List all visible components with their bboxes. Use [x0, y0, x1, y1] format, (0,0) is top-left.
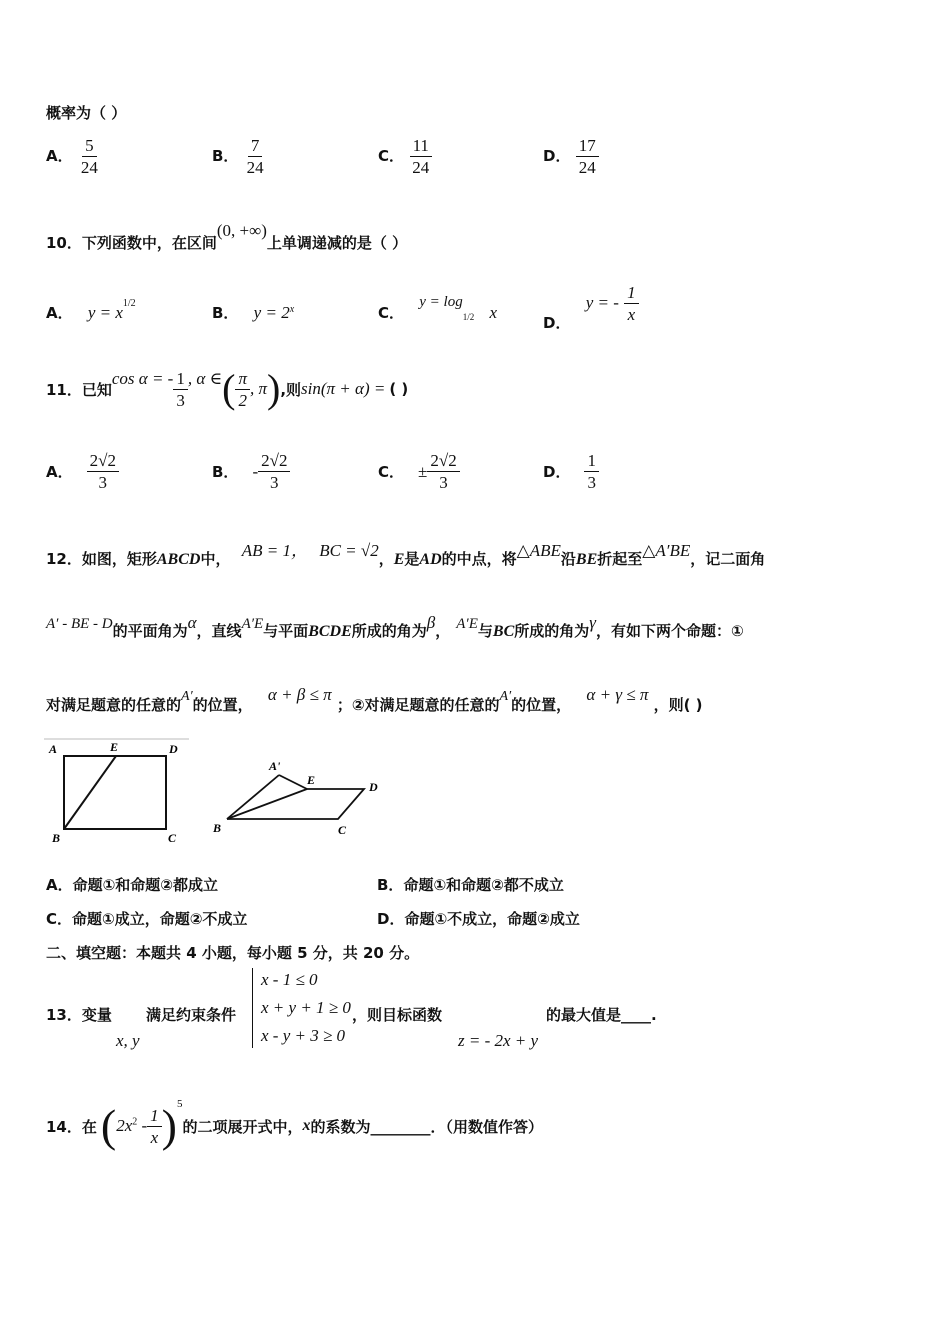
q11-stem: 11．已知 cos α = - $\frac{1}{3}$ , α ∈ ( $\frac{\pi}{2}$ , π ) ,则 sin(π + α) = ( )	[46, 366, 409, 411]
fraction: $\frac{1}{3}$	[584, 450, 599, 493]
q10-option-a: A． $y = x^{1/2}$	[46, 298, 136, 322]
segment-ae	[279, 775, 307, 789]
segment-be	[227, 789, 307, 819]
binomial-base: $2x^2$ -	[116, 1116, 148, 1135]
q9-option-b	[212, 135, 267, 178]
q14-stem: 14．在 ( $2x^2$ - $\frac{1}{x}$ ) 5 的二项展开式中， x 的系数为________．（用数值作答）	[46, 1098, 544, 1151]
figure-folded	[212, 759, 378, 837]
q12-figures	[44, 737, 394, 847]
q13-target: z = - 2x + y	[458, 1031, 539, 1050]
q13-stem-c: ，则目标函数	[352, 1006, 443, 1024]
label-e: E	[307, 773, 316, 787]
figure-rectangle	[48, 740, 178, 845]
q10-option-c: C． $y = \log_{1/2} x$	[378, 294, 497, 322]
label-c: C	[338, 823, 347, 837]
fraction: $\frac{7}{24}$	[246, 136, 264, 177]
fraction: $\frac{5}{24}$	[80, 136, 98, 177]
constraint-2: x + y + 1 ≥ 0	[261, 998, 351, 1017]
q11-option-a: A． $\frac{2√2}{3}$	[46, 450, 119, 493]
q9-option-d	[543, 135, 599, 178]
q9-option-a	[46, 135, 101, 178]
q10-option-d: D． y = - $\frac{1}{x}$	[543, 282, 639, 325]
label-e: E	[110, 740, 119, 754]
q12-line-2: A′ - BE - D的平面角为α，直线A′E与平面BCDE所成的角为β， A′E与BC所成的角为γ，有如下两个命题：①	[46, 613, 744, 640]
q9-option-c	[378, 135, 432, 178]
intro-line: 概率为（ ）	[46, 104, 127, 122]
q11-option-d: D． $\frac{1}{3}$	[543, 450, 599, 493]
option-label: A．	[46, 147, 73, 165]
q12-option-c: C．命题①成立，命题②不成立	[46, 910, 248, 928]
q12-line-1: 12．如图，矩形ABCD中， AB = 1， BC = √2，E是AD的中点，将△ABE沿BE折起至△A′BE，记二面角	[46, 541, 766, 568]
label-a: A	[49, 742, 58, 756]
fraction: $\frac{2√2}{3}$	[258, 450, 290, 493]
label-d: D	[369, 780, 378, 794]
fraction: $\frac{1}{x}$	[624, 282, 639, 325]
option-label: C．	[378, 147, 405, 165]
option-label: D．	[543, 147, 571, 165]
section-heading: 二、填空题：本题共 4 小题，每小题 5 分，共 20 分。	[46, 944, 420, 962]
fraction: $\frac{2√2}{3}$	[87, 450, 119, 493]
fraction: $\frac{\pi}{2}$	[235, 368, 250, 411]
q10-stem: 10．下列函数中，在区间(0, +∞)上单调递减的是（ ）	[46, 221, 408, 252]
fraction: $\frac{1}{x}$	[147, 1105, 162, 1148]
q13-vars: x, y	[116, 1031, 140, 1050]
constraint-1: x - 1 ≤ 0	[261, 970, 318, 989]
q10-option-b: B． $y = 2^x$	[212, 303, 295, 322]
fraction: $\frac{17}{24}$	[576, 135, 599, 178]
label-a-prime: A'	[269, 759, 281, 773]
q13-stem-b: 满足约束条件	[146, 1006, 237, 1024]
label-b: B	[213, 821, 222, 835]
segment-be	[64, 756, 116, 829]
fraction: $\frac{2√2}{3}$	[427, 450, 459, 493]
q12-option-b: B．命题①和命题②都不成立	[377, 876, 564, 894]
interval: (0, +∞)	[216, 221, 267, 240]
q11-option-b: B． - $\frac{2√2}{3}$	[212, 450, 290, 493]
label-d: D	[169, 742, 178, 756]
q12-option-d: D．命题①不成立，命题②成立	[377, 910, 580, 928]
q11-option-c: C． ± $\frac{2√2}{3}$	[378, 450, 460, 493]
q13-stem-d: 的最大值是____.	[546, 1006, 657, 1024]
fraction: $\frac{11}{24}$	[409, 135, 432, 178]
option-label: B．	[212, 147, 239, 165]
system-brace	[252, 968, 259, 1048]
rectangle-abcd	[64, 756, 166, 829]
label-c: C	[168, 831, 177, 845]
label-b: B	[52, 831, 61, 845]
q12-option-a: A．命题①和命题②都成立	[46, 876, 219, 894]
segment-ba	[227, 775, 279, 819]
fraction: $\frac{1}{3}$	[173, 368, 188, 411]
q12-line-3: 对满足题意的任意的A′的位置， α + β ≤ π ；②对满足题意的任意的A′的位置， α + γ ≤ π ，则( )	[46, 685, 703, 714]
constraint-3: x - y + 3 ≥ 0	[261, 1026, 346, 1045]
q13-stem-a: 13．变量	[46, 1006, 112, 1024]
